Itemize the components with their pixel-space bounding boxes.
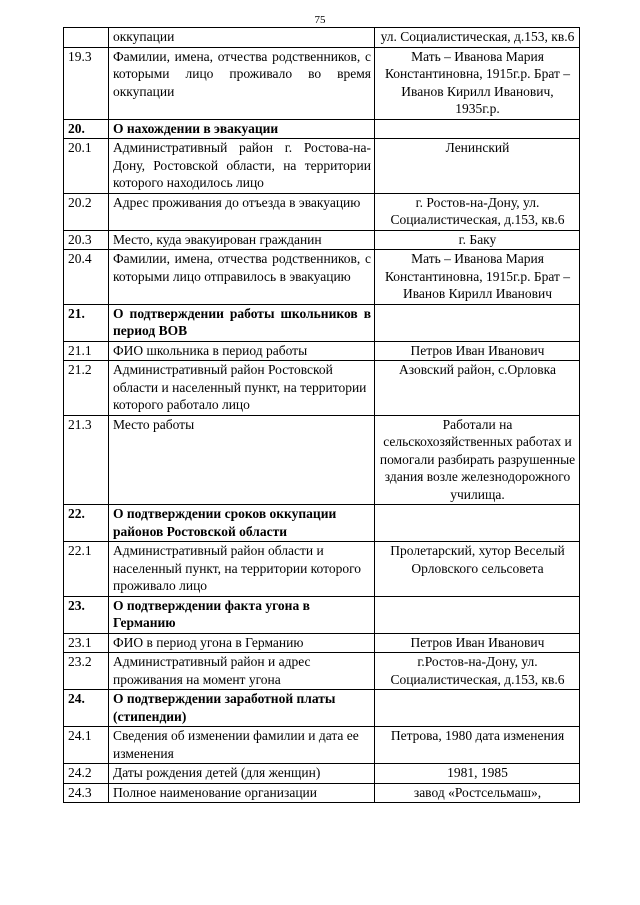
row-number: 21.2 <box>64 361 109 416</box>
table-row <box>64 47 580 119</box>
row-number: 19.3 <box>64 47 109 119</box>
document-table <box>63 27 580 803</box>
field-value: г.Ростов-на-Дону, ул. Социалистическая, д.153, кв.6 <box>375 653 580 690</box>
page-number: 75 <box>314 14 326 26</box>
row-number: 23.1 <box>64 633 109 653</box>
section-value <box>375 304 580 341</box>
field-value: Петрова, 1980 дата изменения <box>375 727 580 764</box>
field-label: ФИО школьника в период работы <box>109 341 375 361</box>
table-row <box>64 193 580 230</box>
field-label: Сведения об изменении фамилии и дата ее изменения <box>109 727 375 764</box>
section-number: 22. <box>64 505 109 542</box>
table-row <box>64 361 580 416</box>
field-value: Ленинский <box>375 139 580 194</box>
table-row <box>64 633 580 653</box>
field-label: Административный район Ростовской области и населенный пункт, на территории которого работало лицо <box>109 361 375 416</box>
row-number <box>64 28 109 48</box>
section-number: 20. <box>64 119 109 139</box>
section-title: О нахождении в эвакуации <box>109 119 375 139</box>
field-label: Административный район г. Ростова-на-Дону, Ростовской области, на территории которого находилось лицо <box>109 139 375 194</box>
row-number: 22.1 <box>64 542 109 597</box>
field-label: Административный район области и населенный пункт, на территории которого проживало лицо <box>109 542 375 597</box>
table-row <box>64 727 580 764</box>
row-number: 21.1 <box>64 341 109 361</box>
section-title: О подтверждении сроков оккупации районов Ростовской области <box>109 505 375 542</box>
field-label: Даты рождения детей (для женщин) <box>109 764 375 784</box>
field-value: Работали на сельскохозяйственных работах и помогали разбирать разрушенные здания возле железнодорожного училища. <box>375 415 580 505</box>
row-number: 20.3 <box>64 230 109 250</box>
section-title: О подтверждении факта угона в Германию <box>109 596 375 633</box>
field-value: Петров Иван Иванович <box>375 633 580 653</box>
section-value <box>375 505 580 542</box>
row-number: 20.1 <box>64 139 109 194</box>
table-row <box>64 341 580 361</box>
field-label: Место работы <box>109 415 375 505</box>
section-row <box>64 690 580 727</box>
field-label: Фамилии, имена, отчества родственников, с которыми лицо проживало во время оккупации <box>109 47 375 119</box>
field-value: Мать – Иванова Мария Константиновна, 1915г.р. Брат – Иванов Кирилл Иванович, 1935г.р. <box>375 47 580 119</box>
table-row <box>64 28 580 48</box>
table-row <box>64 139 580 194</box>
field-value: Азовский район, с.Орловка <box>375 361 580 416</box>
section-row <box>64 119 580 139</box>
field-label: оккупации <box>109 28 375 48</box>
row-number: 24.1 <box>64 727 109 764</box>
field-value: завод «Ростсельмаш», <box>375 783 580 803</box>
field-value: г. Ростов-на-Дону, ул. Социалистическая, д.153, кв.6 <box>375 193 580 230</box>
section-row <box>64 304 580 341</box>
section-number: 21. <box>64 304 109 341</box>
field-value: г. Баку <box>375 230 580 250</box>
row-number: 21.3 <box>64 415 109 505</box>
section-title: О подтверждении заработной платы (стипендии) <box>109 690 375 727</box>
field-label: Фамилии, имена, отчества родственников, с которыми лицо отправилось в эвакуацию <box>109 250 375 305</box>
field-value: Пролетарский, хутор Веселый Орловского сельсовета <box>375 542 580 597</box>
section-number: 23. <box>64 596 109 633</box>
table-row <box>64 783 580 803</box>
row-number: 20.2 <box>64 193 109 230</box>
field-value: Мать – Иванова Мария Константиновна, 1915г.р. Брат – Иванов Кирилл Иванович <box>375 250 580 305</box>
field-label: Место, куда эвакуирован гражданин <box>109 230 375 250</box>
section-value <box>375 119 580 139</box>
field-label: ФИО в период угона в Германию <box>109 633 375 653</box>
field-value: Петров Иван Иванович <box>375 341 580 361</box>
field-label: Административный район и адрес проживания на момент угона <box>109 653 375 690</box>
table-row <box>64 653 580 690</box>
field-label: Адрес проживания до отъезда в эвакуацию <box>109 193 375 230</box>
row-number: 20.4 <box>64 250 109 305</box>
section-value <box>375 596 580 633</box>
field-value: 1981, 1985 <box>375 764 580 784</box>
section-number: 24. <box>64 690 109 727</box>
table-row <box>64 415 580 505</box>
row-number: 24.3 <box>64 783 109 803</box>
section-value <box>375 690 580 727</box>
row-number: 24.2 <box>64 764 109 784</box>
field-value: ул. Социалистическая, д.153, кв.6 <box>375 28 580 48</box>
table-row <box>64 542 580 597</box>
field-label: Полное наименование организации <box>109 783 375 803</box>
table-row <box>64 764 580 784</box>
section-row <box>64 505 580 542</box>
table-row <box>64 230 580 250</box>
row-number: 23.2 <box>64 653 109 690</box>
section-title: О подтверждении работы школьников в период ВОВ <box>109 304 375 341</box>
table-row <box>64 250 580 305</box>
section-row <box>64 596 580 633</box>
